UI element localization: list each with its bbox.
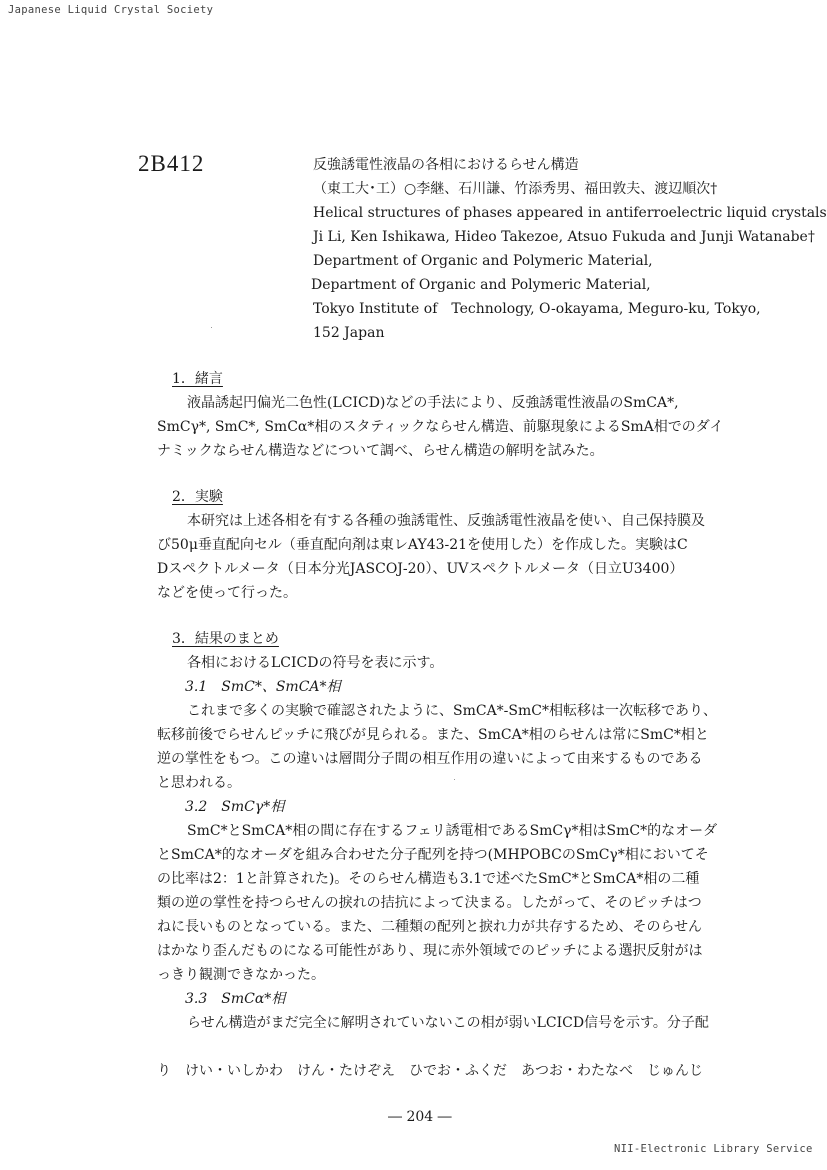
sub1-line: 転移前後でらせんピッチに飛びが見られる。また、SmCA*相のらせんは常にSmC*相と — [157, 727, 709, 743]
sub1-line: と思われる。 — [157, 775, 241, 791]
sub2-line: SmC*とSmCA*相の間に存在するフェリ誘電相であるSmCγ*相はSmC*的なオーダ — [187, 823, 718, 839]
title-ja: 反強誘電性液晶の各相におけるらせん構造 — [313, 157, 579, 173]
sub1-line: これまで多くの実験で確認されたように、SmCA*-SmC*相転移は一次転移であり、 — [187, 703, 717, 719]
intro-line: SmCγ*, SmC*, SmCα*相のスタティックならせん構造、前駆現象によるSmA相でのダイ — [157, 419, 724, 435]
results-intro: 各相におけるLCICDの符号を表に示す。 — [187, 655, 444, 671]
subsection-title-3-3: 3.3 SmCα*相 — [185, 991, 286, 1007]
section-heading-results: 3．結果のまとめ — [172, 631, 279, 647]
sub2-line: っきり観測できなかった。 — [157, 967, 325, 983]
sub2-line: とSmCA*的なオーダを組み合わせた分子配列を持つ(MHPOBCのSmCγ*相においてそ — [157, 847, 709, 863]
subsection-title-3-1: 3.1 SmC*、SmCA*相 — [185, 679, 341, 695]
author-reading: り けい・いしかわ けん・たけぞえ ひでお・ふくだ あつお・わたなべ じゅんじ — [157, 1063, 703, 1079]
society-header: Japanese Liquid Crystal Society — [8, 4, 214, 16]
intro-line: ナミックならせん構造などについて調べ、らせん構造の解明を試みた。 — [157, 443, 604, 459]
authors-en: Ji Li, Ken Ishikawa, Hideo Takezoe, Atsuo Fukuda and Junji Watanabe† — [313, 229, 815, 245]
affiliation-line-2: Department of Organic and Polymeric Material, — [311, 277, 651, 293]
sub1-line: 逆の掌性をもつ。この違いは層間分子間の相互作用の違いによって由来するものである — [157, 751, 703, 767]
affiliation-line-4: 152 Japan — [313, 325, 385, 341]
scan-speck — [211, 327, 212, 328]
experiment-line: び50μ垂直配向セル（垂直配向剤は東レAY43-21を使用した）を作成した。実験はC — [157, 537, 688, 553]
sub2-line: 類の逆の掌性を持つらせんの捩れの拮抗によって決まる。したがって、そのピッチはつ — [157, 895, 702, 911]
experiment-line: 本研究は上述各相を有する各種の強誘電性、反強誘電性液晶を使い、自己保持膜及 — [187, 513, 705, 529]
affiliation-line-3: Tokyo Institute of Technology, O-okayama, Meguro-ku, Tokyo, — [313, 301, 761, 317]
section-heading-intro: 1．緒言 — [172, 371, 223, 387]
authors-ja: （東工大･工）○李継、石川謙、竹添秀男、福田敦夫、渡辺順次† — [313, 181, 718, 197]
sub2-line: の比率は2：1と計算された)。そのらせん構造も3.1で述べたSmC*とSmCA*相の二種 — [157, 871, 700, 887]
page-number: ― 204 ― — [388, 1109, 452, 1125]
subsection-title-3-2: 3.2 SmCγ*相 — [185, 799, 285, 815]
section-heading-experiment: 2．実験 — [172, 489, 223, 505]
library-footer: NII-Electronic Library Service — [614, 1143, 813, 1155]
experiment-line: Dスペクトルメータ（日本分光JASCOJ-20）、UVスペクトルメータ（日立U3400） — [157, 561, 684, 577]
affiliation-line-1: Department of Organic and Polymeric Material, — [313, 253, 653, 269]
sub2-line: ねに長いものとなっている。また、二種類の配列と捩れ力が共存するため、そのらせん — [157, 919, 703, 935]
title-en: Helical structures of phases appeared in antiferroelectric liquid crystals — [313, 205, 827, 221]
paper-code: 2B412 — [138, 151, 205, 176]
sub3-line: らせん構造がまだ完全に解明されていないこの相が弱いLCICD信号を示す。分子配 — [187, 1015, 709, 1031]
experiment-line: などを使って行った。 — [157, 585, 297, 601]
scan-speck — [454, 779, 455, 780]
intro-line: 液晶誘起円偏光二色性(LCICD)などの手法により、反強誘電性液晶のSmCA*, — [187, 395, 679, 411]
sub2-line: はかなり歪んだものになる可能性があり、現に赤外領域でのピッチによる選択反射がは — [157, 943, 703, 959]
